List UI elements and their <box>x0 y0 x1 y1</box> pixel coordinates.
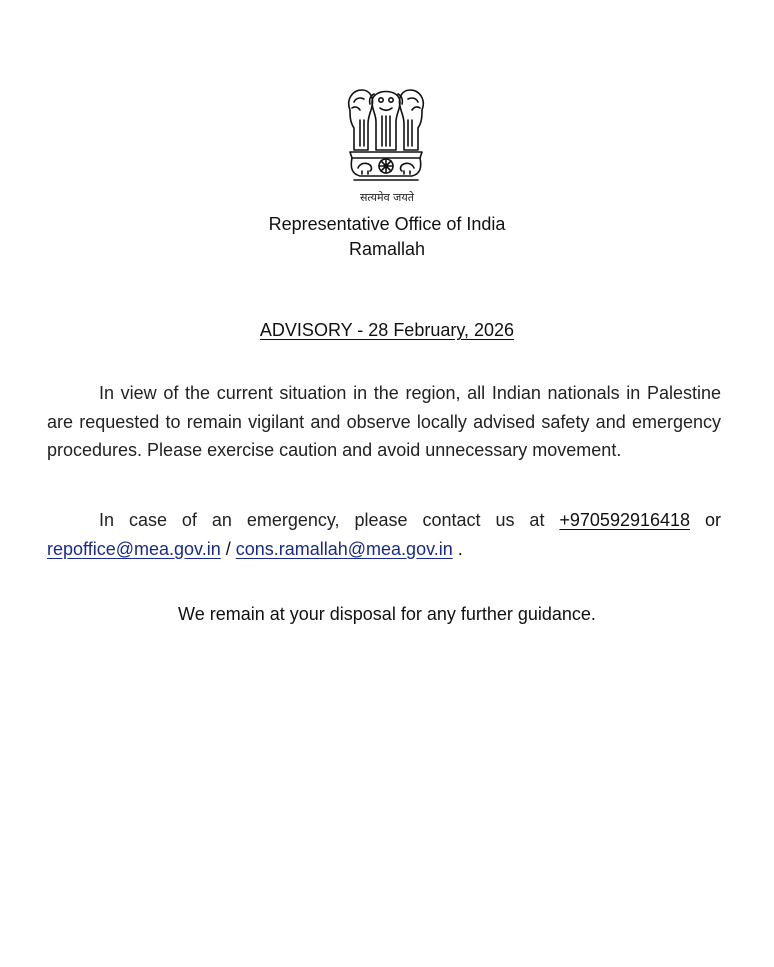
advisory-paragraph-1: In view of the current situation in the region, all Indian nationals in Palestine are requested to remain vigilant and observe locally advised safety and emergency procedures. Please exercise caution and avoid unnecessary movement. <box>47 383 721 460</box>
email-link-repoffice[interactable]: repoffice@mea.gov.in <box>47 538 221 559</box>
office-city: Ramallah <box>348 239 426 259</box>
closing-statement: We remain at your disposal for any further guidance. <box>178 604 596 624</box>
separator-text: / <box>220 538 236 559</box>
end-punctuation: . <box>452 538 463 559</box>
office-name: Representative Office of India <box>268 214 506 234</box>
or-text: or <box>690 510 721 530</box>
phone-link[interactable]: +970592916418 <box>559 510 691 530</box>
contact-lead-text: In case of an emergency, please contact us at <box>99 510 560 530</box>
advisory-title-text: ADVISORY - 28 February, 2026 <box>259 320 515 340</box>
advisory-paragraph-2 <box>47 506 721 563</box>
email-link-cons-ramallah[interactable]: cons.ramallah@mea.gov.in <box>235 538 453 559</box>
advisory-title <box>0 320 774 341</box>
state-emblem-icon <box>340 80 432 190</box>
emblem-motto: सत्यमेव जयते <box>359 191 414 204</box>
